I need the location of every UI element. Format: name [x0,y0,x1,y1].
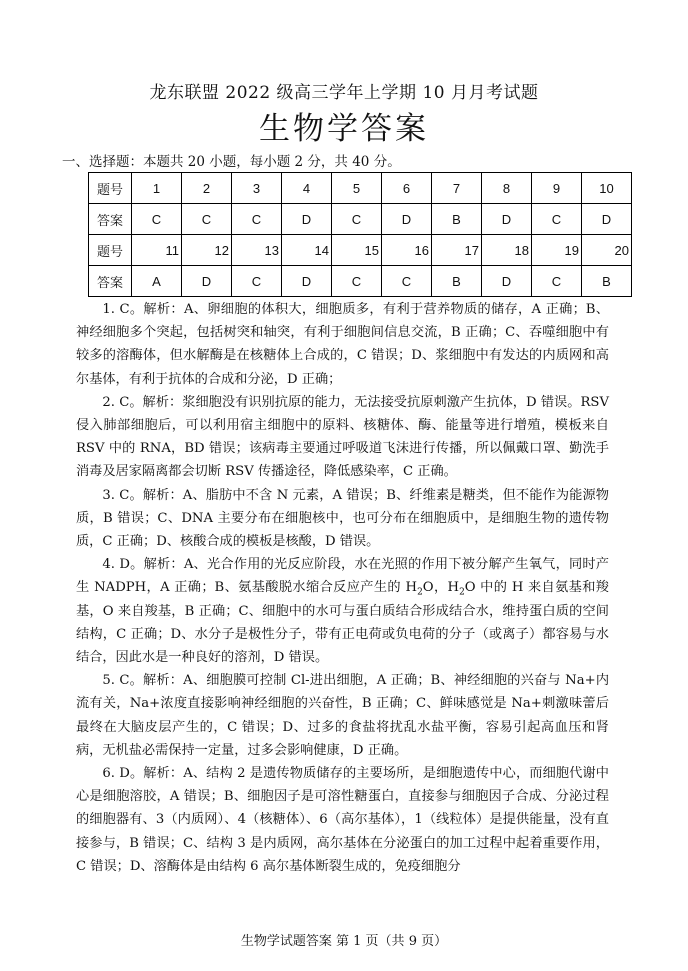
answer-cell: B [432,204,482,235]
answer-cell: B [432,266,482,297]
row-label-number: 题号 [89,235,132,266]
explanation-q1: 1. C。解析：A、卵细胞的体积大，细胞质多，有利于营养物质的储存，A 正确；B、神经细胞多个突起，包括树突和轴突，有利于细胞间信息交流，B 正确；C、吞噬细胞中有较多的溶酶体，但水解酶是在核糖体上合成的，C 错误；D、浆细胞中有发达的内质网和高尔基体，有利于抗体的合成和分泌，D 正确； [76,302,609,387]
question-number: 20 [582,235,632,266]
answer-cell: C [532,266,582,297]
question-number: 5 [332,173,382,204]
answer-cell: C [332,204,382,235]
explanation-q4 [76,553,609,669]
explanation-q4-part: O，H [422,580,460,596]
table-row [89,266,632,297]
answer-cell: D [282,204,332,235]
explanation-q6: 6. D。解析：A、结构 2 是遗传物质储存的主要场所，是细胞遗传中心，而细胞代谢中心是细胞溶胶，A 错误；B、细胞因子是可溶性糖蛋白，直接参与细胞因子合成、分泌过程的细胞器有、3（内质网）、4（核糖体）、6（高尔基体），1（线粒体）是提供能量，没有直接参与，B 错误；C、结构 3 是内质网，高尔基体在分泌蛋白的加工过程中起着重要作用，C 错误；D、溶酶体是由结构 6 高尔基体断裂生成的，免疫细胞分 [76,766,609,874]
answer-cell: C [332,266,382,297]
answer-cell: C [232,266,282,297]
explanation-q3: 3. C。解析：A、脂肪中不含 N 元素，A 错误；B、纤维素是糖类，但不能作为能源物质，B 错误；C、DNA 主要分布在细胞核中，也可分布在细胞质中，是细胞生物的遗传物质，C 正确；D、核酸合成的模板是核酸，D 错误。 [76,487,609,550]
question-number: 13 [232,235,282,266]
subscript: 2 [417,588,423,599]
subscript: 2 [459,588,465,599]
answer-cell: D [182,266,232,297]
question-number: 8 [482,173,532,204]
question-number: 18 [482,235,532,266]
exam-subtitle: 龙东联盟 2022 级高三学年上学期 10 月月考试题 [149,83,539,103]
page-footer: 生物学试题答案 第 1 页（共 9 页） [240,934,448,949]
question-number: 17 [432,235,482,266]
explanation-q4-part: O 中的 H 来自氨基和羧基，O 来自羧基，B 正确；C、细胞中的水可与蛋白质结合形成结合水，维持蛋白质的空间结构，C 正确；D、水分子是极性分子，带有正电荷或负电荷的分子（或离子）都容易与水结合，因此水是一种良好的溶剂，D 错误。 [76,580,609,666]
question-number: 11 [132,235,182,266]
explanation-q2: 2. C。解析：浆细胞没有识别抗原的能力，无法接受抗原刺激产生抗体，D 错误。RSV 侵入肺部细胞后，可以利用宿主细胞中的原料、核糖体、酶、能量等进行增殖，模板来自 RSV 中的 RNA，BD 错误；该病毒主要通过呼吸道飞沫进行传播，所以佩戴口罩、勤洗手消毒及居家隔离都会切断 RSV 传播途径，降低感染率，C 正确。 [76,394,609,480]
answer-cell: D [482,204,532,235]
question-number: 1 [132,173,182,204]
question-number: 12 [182,235,232,266]
explanations [76,298,609,878]
row-label-answer: 答案 [89,266,132,297]
table-row [89,235,632,266]
question-number: 7 [432,173,482,204]
answer-cell: C [232,204,282,235]
answer-cell: C [182,204,232,235]
page-title: 生物学答案 [259,111,429,147]
question-number: 6 [382,173,432,204]
answer-cell: C [382,266,432,297]
question-number: 15 [332,235,382,266]
question-number: 4 [282,173,332,204]
table-row [89,204,632,235]
row-label-answer: 答案 [89,204,132,235]
answer-cell: D [282,266,332,297]
answer-cell: B [582,266,632,297]
explanation-q4-part: 4. D。解析：A、光合作用的光反应阶段，水在光照的作用下被分解产生氧气，同时产生 NADPH，A 正确；B、氨基酸脱水缩合反应产生的 H [76,557,609,596]
answer-cell: C [132,204,182,235]
table-row [89,173,632,204]
question-number: 9 [532,173,582,204]
question-number: 19 [532,235,582,266]
answer-cell: D [582,204,632,235]
answer-cell: D [482,266,532,297]
section-heading: 一、选择题：本题共 20 小题，每小题 2 分，共 40 分。 [62,154,401,170]
question-number: 3 [232,173,282,204]
question-number: 2 [182,173,232,204]
answer-cell: A [132,266,182,297]
answer-table [88,172,632,297]
answer-cell: C [532,204,582,235]
row-label-number: 题号 [89,173,132,204]
question-number: 14 [282,235,332,266]
question-number: 10 [582,173,632,204]
explanation-q5: 5. C。解析：A、细胞膜可控制 Cl-进出细胞，A 正确；B、神经细胞的兴奋与 Na+内流有关，Na+浓度直接影响神经细胞的兴奋性，B 正确；C、鲜味感觉是 Na+刺激味蕾后最终在大脑皮层产生的，C 错误；D、过多的食盐将扰乱水盐平衡，容易引起高血压和肾病，无机盐必需保持一定量，过多会影响健康，D 正确。 [76,673,609,758]
question-number: 16 [382,235,432,266]
answer-cell: D [382,204,432,235]
